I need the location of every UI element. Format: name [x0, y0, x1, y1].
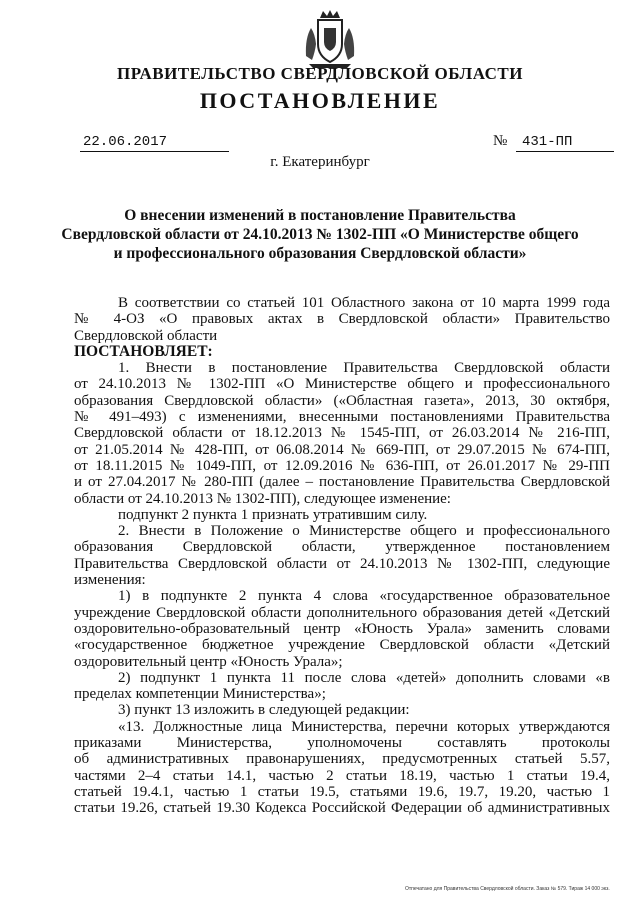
- document-city: г. Екатеринбург: [270, 154, 370, 170]
- body-line: статьи 19.26, статьей 19.30 Кодекса Российской Федерации об административных: [74, 800, 610, 817]
- body-line: образования Свердловской области, утвержденное постановлением: [74, 539, 610, 556]
- body-line: Правительства Свердловской области от 24.10.2013 № 1302-ПП, следующие: [74, 555, 610, 572]
- subject-line: Свердловской области от 24.10.2013 № 1302-ПП «О Министерстве общего: [61, 226, 579, 243]
- body-line: и от 27.04.2017 № 280-ПП (далее – постановление Правительства Свердловской: [74, 474, 610, 491]
- body-line: пределах компетенции Министерства»;: [74, 686, 326, 703]
- body-line: оздоровительно-образовательный центр «Юность Урала» заменить словами: [74, 620, 610, 637]
- body-line: подпункт 2 пункта 1 признать утратившим силу.: [118, 506, 428, 523]
- body-line: оздоровительный центр «Юность Урала»;: [74, 653, 343, 670]
- body-line: учреждение Свердловской области дополнительного образования детей «Детский: [74, 604, 610, 621]
- body-line: 2. Внести в Положение о Министерстве общего и профессионального: [118, 523, 610, 540]
- body-line: частями 2–4 статьи 14.1, частью 2 статьи 18.19, частью 1 статьи 19.4,: [74, 767, 610, 784]
- body-line: 3) пункт 13 изложить в следующей редакции:: [118, 702, 410, 719]
- document-body: [74, 295, 610, 817]
- body-line: от 18.11.2015 № 1049-ПП, от 12.09.2016 № 636-ПП, от 26.01.2017 № 29-ПП: [74, 457, 610, 474]
- document-subject: [60, 206, 580, 263]
- body-line: изменения:: [74, 572, 146, 589]
- body-line: 1) в подпункте 2 пункта 4 слова «государственное образовательное: [118, 588, 610, 605]
- body-line: образования Свердловской области» («Областная газета», 2013, 30 октября,: [74, 392, 610, 409]
- body-line: статьей 19.4.1, частью 1 статьи 19.5, статьями 19.6, 19.7, 19.20, частью 1: [74, 783, 610, 800]
- subject-line: О внесении изменений в постановление Правительства: [124, 207, 516, 224]
- number-sign: №: [493, 133, 508, 149]
- document-number: 431-ПП: [516, 134, 614, 152]
- print-note: Отпечатано для Правительства Свердловской области. Заказ № 579. Тираж 14 000 экз.: [405, 886, 610, 892]
- body-line: области от 24.10.2013 № 1302-ПП), следующее изменение:: [74, 490, 451, 507]
- subject-line: и профессионального образования Свердловской области»: [113, 245, 527, 262]
- body-line: 2) подпункт 1 пункта 11 после слова «детей» дополнить словами «в: [118, 669, 610, 686]
- body-line: от 24.10.2013 № 1302-ПП «О Министерстве общего и профессионального: [74, 376, 610, 393]
- body-line: № 491–493) с изменениями, внесенными постановлениями Правительства: [74, 409, 610, 426]
- body-line: В соответствии со статьей 101 Областного закона от 10 марта 1999 года: [118, 295, 610, 311]
- body-line: Свердловской области от 18.12.2013 № 1545-ПП, от 26.03.2014 № 216-ПП,: [74, 425, 610, 442]
- document-date: 22.06.2017: [80, 134, 229, 152]
- body-line: 1. Внести в постановление Правительства Свердловской области: [118, 360, 610, 377]
- coat-of-arms-icon: [303, 8, 357, 70]
- body-line: об административных правонарушениях, предусмотренных статьей 5.57,: [74, 751, 610, 768]
- body-line: «13. Должностные лица Министерства, перечни которых утверждаются: [118, 718, 610, 735]
- body-line: Свердловской области: [74, 327, 218, 344]
- resolves-heading: ПОСТАНОВЛЯЕТ:: [74, 343, 213, 360]
- body-line: от 21.05.2014 № 428-ПП, от 06.08.2014 № 669-ПП, от 29.07.2015 № 674-ПП,: [74, 441, 610, 458]
- body-line: приказами Министерства, уполномочены составлять протоколы: [74, 735, 610, 752]
- body-line: «государственное бюджетное учреждение Свердловской области «Детский: [74, 637, 610, 654]
- document-type: ПОСТАНОВЛЕНИЕ: [199, 88, 441, 113]
- government-title: ПРАВИТЕЛЬСТВО СВЕРДЛОВСКОЙ ОБЛАСТИ: [117, 64, 523, 83]
- body-line: № 4-ОЗ «О правовых актах в Свердловской области» Правительство: [74, 311, 610, 328]
